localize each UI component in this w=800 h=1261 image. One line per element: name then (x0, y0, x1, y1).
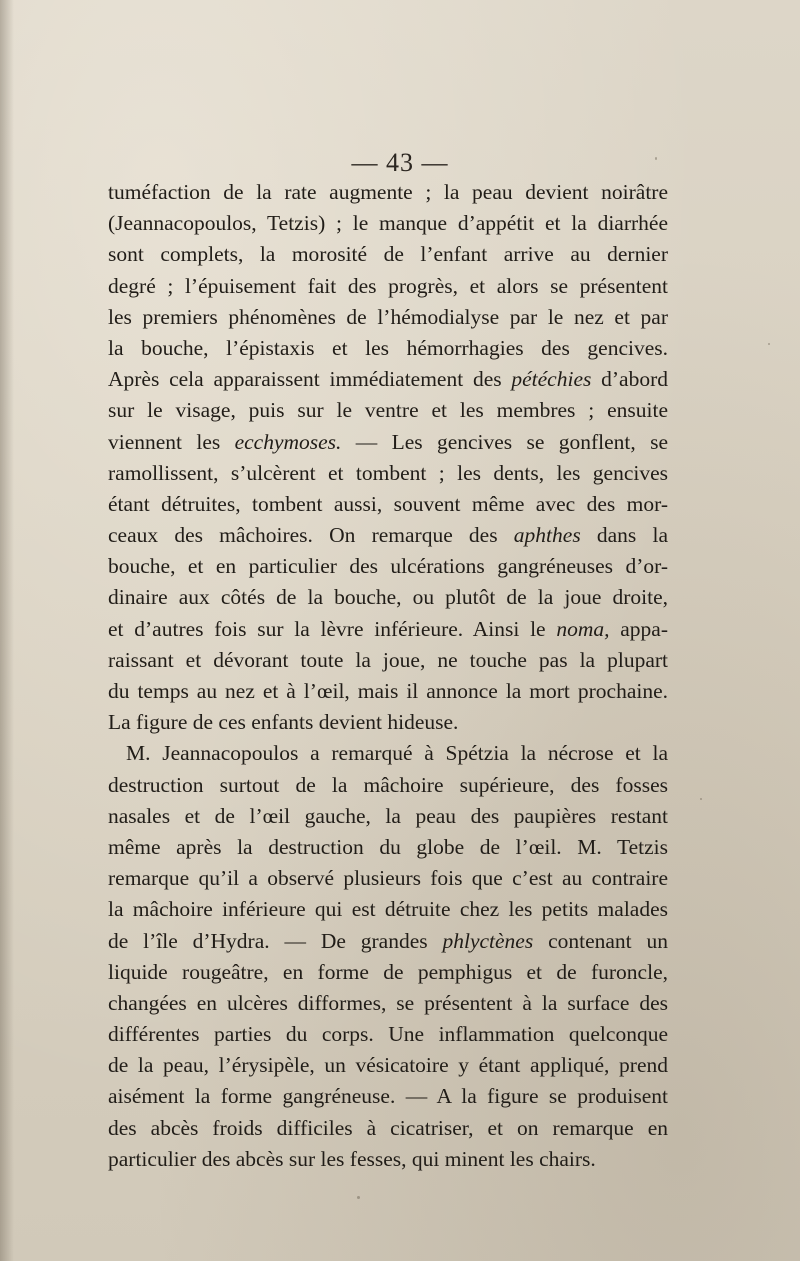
text-line (108, 894, 668, 925)
paper-speck (700, 798, 702, 800)
line-text: des abcès froids difficiles à cicatriser, et on remarque en (108, 1115, 668, 1140)
text-line (108, 1081, 668, 1112)
line-text: bouche, et en particulier des ulcérations gangréneuses d’or- (108, 554, 668, 579)
page-number: — 43 — (351, 148, 449, 177)
text-line (108, 738, 668, 769)
italic-term: pétéchies (511, 367, 592, 392)
line-text: de l’île d’Hydra. — De grandes (108, 928, 443, 953)
line-text: M. Jeannacopoulos a remarqué à Spétzia la nécrose et la (126, 741, 668, 766)
text-line (108, 239, 668, 270)
paper-speck (357, 1196, 360, 1199)
text-line (108, 489, 668, 520)
line-text: dans la (580, 523, 668, 548)
text-line (108, 926, 668, 957)
text-line (108, 988, 668, 1019)
italic-term: noma, (556, 616, 610, 641)
text-line (108, 1050, 668, 1081)
line-text: même après la destruction du globe de l’œil. M. Tetzis (108, 834, 668, 859)
line-text: d’abord (591, 367, 668, 392)
text-line (108, 1144, 668, 1175)
line-text: liquide rougeâtre, en forme de pemphigus et de furoncle, (108, 959, 668, 984)
text-line (108, 801, 668, 832)
binding-shadow (0, 0, 14, 1261)
text-line (108, 832, 668, 863)
text-line (108, 863, 668, 894)
text-line (108, 582, 668, 613)
paper-speck (768, 343, 770, 345)
line-text: La figure de ces enfants devient hideuse. (108, 710, 459, 735)
line-text: (Jeannacopoulos, Tetzis) ; le manque d’appétit et la diarrhée (108, 211, 668, 236)
line-text: raissant et dévorant toute la joue, ne touche pas la plupart (108, 647, 668, 672)
line-text: remarque qu’il a observé plusieurs fois que c’est au contraire (108, 866, 668, 891)
line-text: sont complets, la morosité de l’enfant arrive au dernier (108, 242, 668, 267)
line-text: Après cela apparaissent immédiatement des (108, 367, 512, 392)
line-text: et d’autres fois sur la lèvre inférieure. Ainsi le (108, 616, 557, 641)
line-text: destruction surtout de la mâchoire supérieure, des fosses (108, 772, 668, 797)
line-text: différentes parties du corps. Une inflammation quelconque (108, 1022, 668, 1047)
text-line (108, 427, 668, 458)
text-line (108, 707, 668, 738)
line-text: la mâchoire inférieure qui est détruite chez les petits malades (108, 897, 668, 922)
italic-term: aphthes (513, 523, 581, 548)
text-line (108, 177, 668, 208)
line-text: du temps au nez et à l’œil, mais il annonce la mort prochaine. (108, 679, 668, 703)
text-line (108, 1019, 668, 1050)
line-text: les premiers phénomènes de l’hémodialyse par le nez et par (108, 304, 668, 329)
text-line (108, 957, 668, 988)
line-text: de la peau, l’érysipèle, un vésicatoire y étant appliqué, prend (108, 1053, 668, 1078)
text-line (108, 551, 668, 582)
line-text: ramollissent, s’ulcèrent et tombent ; les dents, les gencives (108, 460, 668, 485)
line-text: tuméfaction de la rate augmente ; la peau devient noirâtre (108, 180, 668, 204)
text-line (108, 770, 668, 801)
line-text: contenant un (533, 928, 668, 953)
italic-term: ecchymoses. (234, 429, 342, 454)
text-line (108, 645, 668, 676)
line-text: viennent les (108, 429, 235, 454)
line-text: aisément la forme gangréneuse. — A la figure se produisent (108, 1084, 668, 1109)
text-line (108, 395, 668, 426)
body-text (108, 177, 668, 1175)
line-text: dinaire aux côtés de la bouche, ou plutôt de la joue droite, (108, 585, 668, 610)
text-line (108, 1113, 668, 1144)
text-line (108, 333, 668, 364)
text-line (108, 676, 668, 707)
line-text: ceaux des mâchoires. On remarque des (108, 523, 514, 548)
text-line (108, 458, 668, 489)
text-line (108, 520, 668, 551)
paper-speck (655, 157, 657, 160)
line-text: particulier des abcès sur les fesses, qui minent les chairs. (108, 1146, 596, 1171)
line-text: sur le visage, puis sur le ventre et les membres ; ensuite (108, 398, 668, 423)
text-line (108, 364, 668, 395)
line-text: degré ; l’épuisement fait des progrès, et alors se présentent (108, 273, 668, 298)
line-text: changées en ulcères difformes, se présentent à la surface des (108, 990, 668, 1015)
line-text: étant détruites, tombent aussi, souvent même avec des mor- (108, 491, 668, 516)
line-text: appa- (609, 616, 668, 641)
text-line (108, 302, 668, 333)
text-line (108, 614, 668, 645)
text-line (108, 208, 668, 239)
line-text: la bouche, l’épistaxis et les hémorrhagies des gencives. (108, 335, 668, 360)
line-text: nasales et de l’œil gauche, la peau des paupières restant (108, 803, 668, 828)
line-text: — Les gencives se gonflent, se (341, 429, 668, 454)
italic-term: phlyctènes (442, 928, 534, 953)
text-line (108, 271, 668, 302)
